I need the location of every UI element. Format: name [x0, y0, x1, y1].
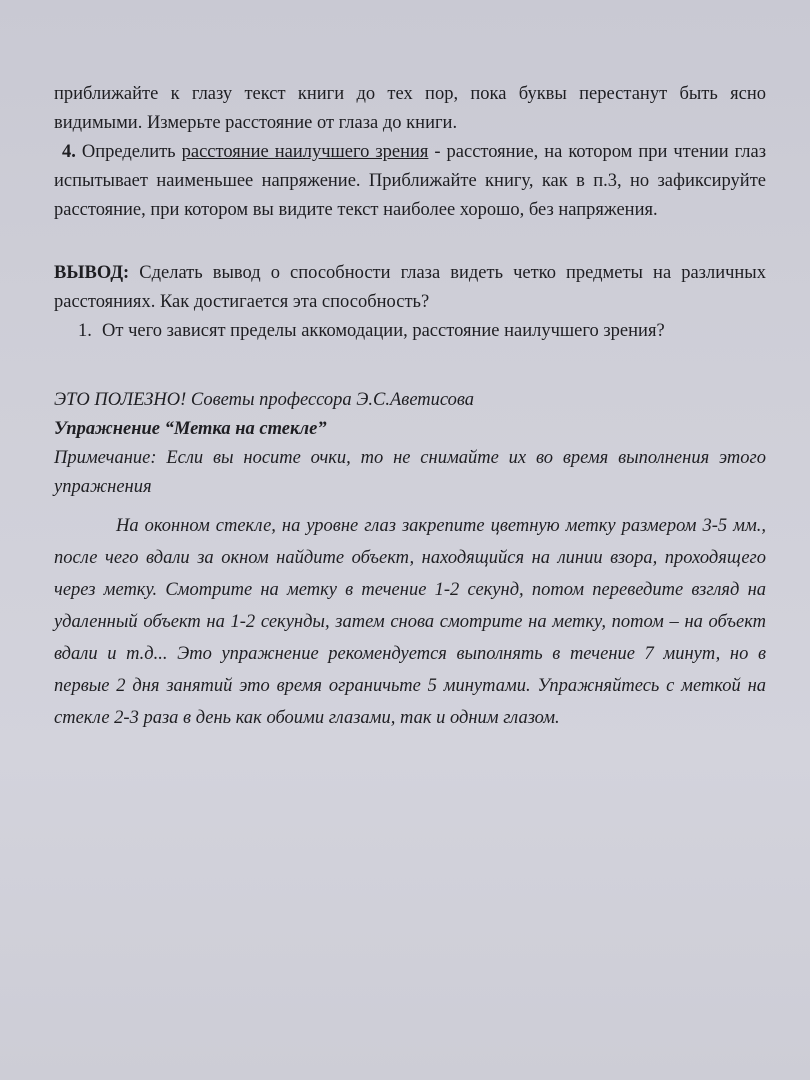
step-4-text: - расстояние, на котором при чтении глаз испытывает наименьшее напряжение. Приближайте книгу, как в п.3, но зафиксируйте расстояние, при котором вы видите текст наиболее хорошо, без напряжения.: [54, 142, 767, 220]
question-list: [54, 317, 766, 346]
list-item: [54, 317, 766, 346]
question-number: 1.: [78, 321, 92, 341]
exercise-title: Упражнение “Метка на стекле”: [54, 419, 327, 439]
exercise-note: Примечание: Если вы носите очки, то не снимайте их во время выполнения этого упражнения: [54, 448, 766, 497]
step-4-pre: Определить: [81, 142, 176, 162]
conclusion-paragraph: [54, 259, 766, 317]
conclusion-section: [54, 259, 766, 346]
exercise-body: На оконном стекле, на уровне глаз закрепите цветную метку размером 3-5 мм., после чего вдали за окном найдите объект, находящийся на линии взора, проходящего через метку. Смотрите на метку в течение 1-2 секунд, потом переведите взгляд на удаленный объект на 1-2 секунды, затем снова смотрите на метку, потом – на объект вдали и т.д... Это упражнение рекомендуется выполнять в течение 7 минут, но в первые 2 дня занятий это время ограничьте 5 минутами. Упражняйтесь с меткой на стекле 2-3 раза в день как обоими глазами, так и одним глазом.: [54, 516, 766, 728]
best-vision-distance-term: расстояние наилучшего зрения: [181, 142, 429, 162]
question-text: От чего зависят пределы аккомодации, расстояние наилучшего зрения?: [102, 321, 665, 341]
step-4-number: 4.: [62, 142, 76, 162]
document-page: [54, 80, 766, 734]
conclusion-text: Сделать вывод о способности глаза видеть четко предметы на различных расстояниях. Как достигается эта способность?: [54, 263, 766, 312]
continuation-paragraph: приближайте к глазу текст книги до тех пор, пока буквы перестанут быть ясно видимыми. Измерьте расстояние от глаза до книги.: [54, 84, 766, 133]
conclusion-label: ВЫВОД:: [54, 263, 130, 283]
tips-title: ЭТО ПОЛЕЗНО! Советы профессора Э.С.Аветисова: [54, 390, 475, 410]
step-4-paragraph: [54, 138, 766, 225]
